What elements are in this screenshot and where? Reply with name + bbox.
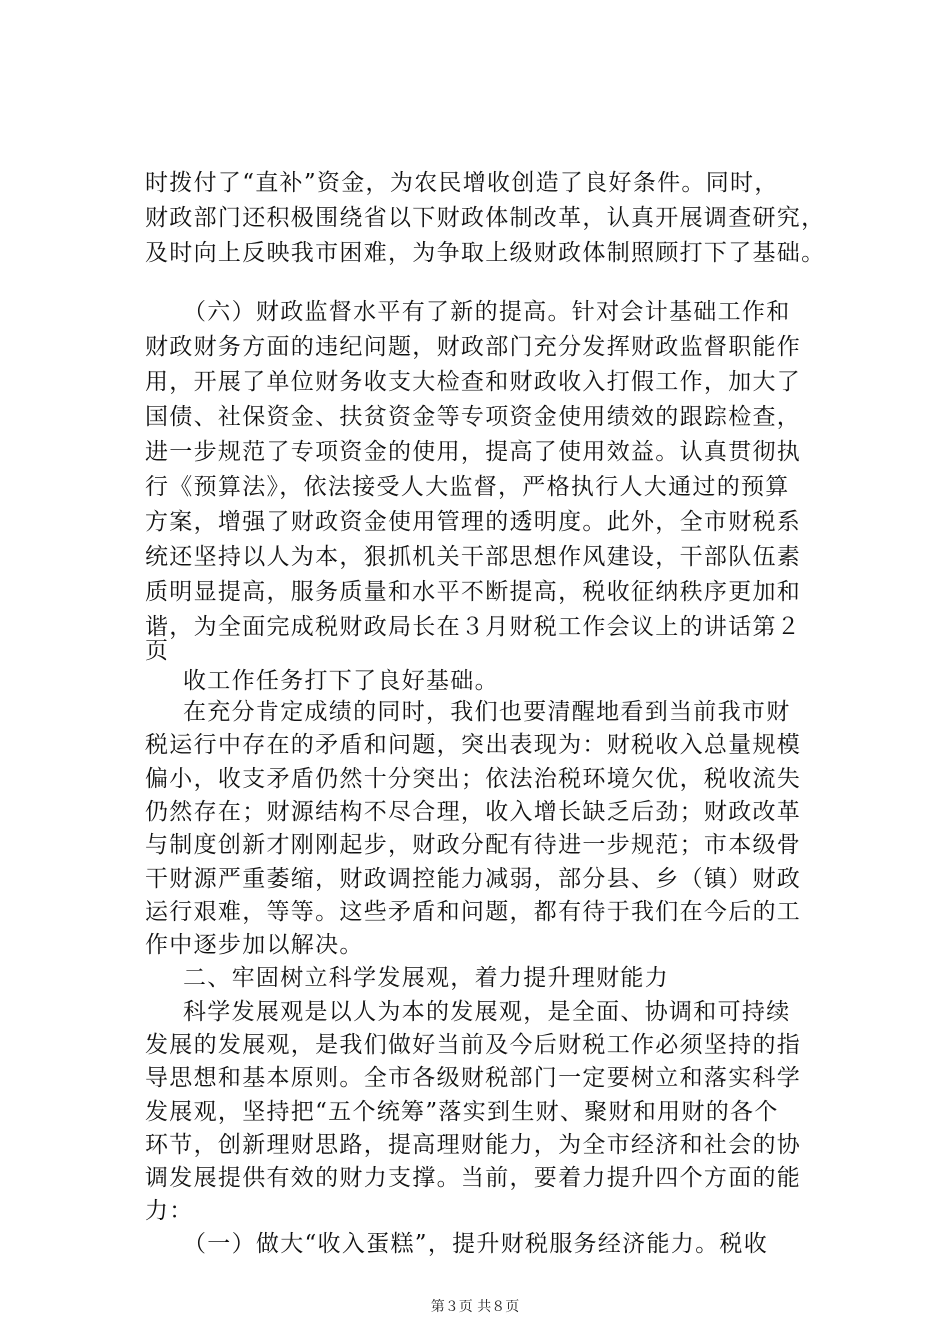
text-line: 行《预算法》，依法接受人大监督，严格执行人大通过的预算 xyxy=(145,474,790,500)
text-line: 统还坚持以人为本，狠抓机关干部思想作风建设，干部队伍素 xyxy=(145,544,802,570)
section-heading: （六）财政监督水平有了新的提高。针对会计基础工作和 xyxy=(183,299,791,325)
text-line: 进一步规范了专项资金的使用，提高了使用效益。认真贯彻执 xyxy=(145,439,802,465)
section-heading: 二、牢固树立科学发展观，着力提升理财能力 xyxy=(183,965,669,991)
text-line: 与制度创新才刚刚起步，财政分配有待进一步规范；市本级骨 xyxy=(145,832,802,858)
text-line: 力： xyxy=(145,1198,194,1224)
text-line: 发展观，坚持把“五个统筹”落实到生财、聚财和用财的各个 xyxy=(145,1099,779,1125)
text-line: 收工作任务打下了良好基础。 xyxy=(183,668,499,694)
text-line: 用，开展了单位财务收支大检查和财政收入打假工作，加大了 xyxy=(145,369,802,395)
text-line: 运行艰难，等等。这些矛盾和问题，都有待于我们在今后的工 xyxy=(145,899,802,925)
text-line: 质明显提高，服务质量和水平不断提高，税收征纳秩序更加和 xyxy=(145,579,802,605)
text-line: 仍然存在；财源结构不尽合理，收入增长缺乏后劲；财政改革 xyxy=(145,799,802,825)
text-line: 谐，为全面完成税财政局长在３月财税工作会议上的讲话第２ xyxy=(145,614,802,640)
text-line: 页 xyxy=(145,638,170,664)
page-indicator: 第３页 共８页 xyxy=(430,1299,520,1315)
text-line: 财政财务方面的违纪问题，财政部门充分发挥财政监督职能作 xyxy=(145,334,802,360)
text-line: 作中逐步加以解决。 xyxy=(145,932,364,958)
section-heading: （一）做大“收入蛋糕”，提升财税服务经济能力。税收 xyxy=(183,1231,769,1257)
text-line: 税运行中存在的矛盾和问题，突出表现为：财税收入总量规模 xyxy=(145,732,802,758)
text-line: 时拨付了“直补”资金，为农民增收创造了良好条件。同时， xyxy=(145,170,779,196)
text-line: 偏小，收支矛盾仍然十分突出；依法治税环境欠优，税收流失 xyxy=(145,766,802,792)
text-line: 国债、社保资金、扶贫资金等专项资金使用绩效的跟踪检查， xyxy=(145,404,802,430)
text-line: 方案，增强了财政资金使用管理的透明度。此外，全市财税系 xyxy=(145,509,802,535)
text-line: 财政部门还积极围绕省以下财政体制改革，认真开展调查研究， xyxy=(145,205,826,231)
text-line: 调发展提供有效的财力支撑。当前，要着力提升四个方面的能 xyxy=(145,1165,802,1191)
text-line: 发展的发展观，是我们做好当前及今后财税工作必须坚持的指 xyxy=(145,1032,802,1058)
text-line: 及时向上反映我市困难，为争取上级财政体制照顾打下了基础。 xyxy=(145,240,826,266)
paragraph-start: 科学发展观是以人为本的发展观，是全面、协调和可持续 xyxy=(183,999,791,1025)
paragraph-start: 在充分肯定成绩的同时，我们也要清醒地看到当前我市财 xyxy=(183,699,791,725)
text-line: 干财源严重萎缩，财政调控能力减弱，部分县、乡（镇）财政 xyxy=(145,866,802,892)
text-line: 导思想和基本原则。全市各级财税部门一定要树立和落实科学 xyxy=(145,1065,802,1091)
text-line: 环节，创新理财思路，提高理财能力，为全市经济和社会的协 xyxy=(145,1132,802,1158)
